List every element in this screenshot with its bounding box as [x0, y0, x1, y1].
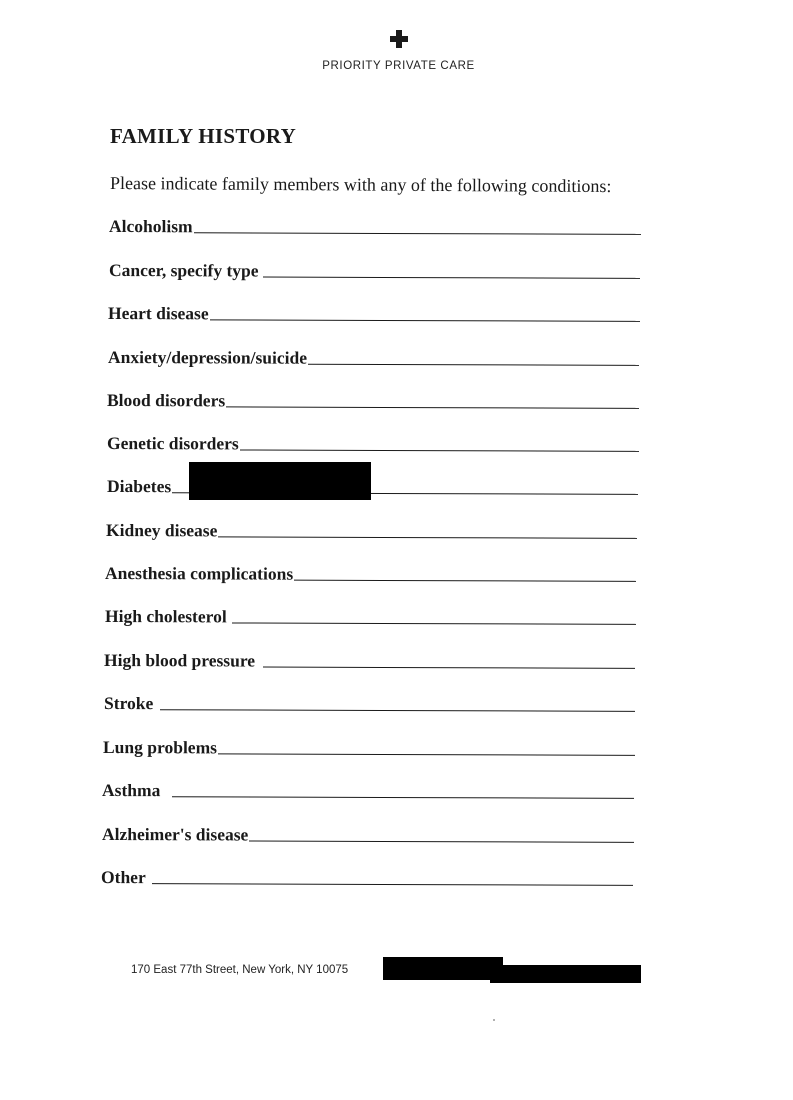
condition-row-asthma[interactable]	[102, 780, 634, 802]
redaction-block	[490, 965, 641, 983]
answer-line[interactable]	[210, 318, 640, 322]
footer-address: 170 East 77th Street, New York, NY 10075	[131, 964, 349, 976]
condition-row-kidney-disease[interactable]	[106, 520, 637, 542]
condition-label: Lung problems	[103, 737, 218, 758]
answer-line[interactable]	[218, 752, 635, 755]
condition-label: Anesthesia complications	[105, 563, 294, 584]
condition-row-other[interactable]	[101, 867, 633, 889]
condition-row-alzheimers[interactable]	[102, 824, 634, 846]
answer-line[interactable]	[160, 708, 635, 712]
condition-label: High cholesterol	[105, 606, 227, 627]
condition-label: Heart disease	[108, 303, 209, 324]
redaction-block	[189, 462, 371, 500]
scan-speck	[493, 1019, 495, 1021]
condition-label: High blood pressure	[104, 650, 256, 671]
answer-line[interactable]	[263, 666, 635, 669]
page-title: FAMILY HISTORY	[110, 124, 297, 148]
answer-line[interactable]	[232, 621, 636, 624]
answer-line[interactable]	[152, 882, 633, 886]
condition-label: Stroke	[104, 693, 154, 714]
instructions-text: Please indicate family members with any of the following conditions:	[109, 173, 612, 197]
answer-line[interactable]	[218, 535, 637, 538]
answer-line[interactable]	[308, 363, 639, 366]
condition-label: Alzheimer's disease	[102, 824, 249, 845]
condition-row-stroke[interactable]	[104, 693, 635, 715]
condition-label: Other	[101, 867, 146, 888]
condition-row-alcoholism[interactable]	[109, 216, 641, 238]
condition-label: Kidney disease	[106, 520, 218, 541]
condition-label: Blood disorders	[107, 390, 226, 411]
condition-label: Genetic disorders	[107, 433, 239, 454]
condition-row-cancer[interactable]	[109, 260, 640, 282]
answer-line[interactable]	[294, 579, 636, 582]
condition-label: Alcoholism	[109, 216, 193, 237]
answer-line[interactable]	[240, 448, 639, 451]
condition-label: Asthma	[102, 780, 161, 801]
condition-row-genetic-disorders[interactable]	[107, 433, 639, 455]
condition-label: Diabetes	[107, 476, 172, 497]
condition-row-diabetes[interactable]	[107, 476, 638, 498]
redaction-block	[383, 957, 503, 980]
answer-line[interactable]	[172, 795, 634, 799]
org-name: PRIORITY PRIVATE CARE	[322, 60, 475, 72]
condition-row-heart-disease[interactable]	[108, 303, 640, 325]
condition-row-anesthesia[interactable]	[105, 563, 636, 585]
condition-label: Cancer, specify type	[109, 260, 259, 281]
answer-line[interactable]	[249, 840, 634, 843]
condition-row-high-blood-pressure[interactable]	[104, 650, 635, 672]
answer-line[interactable]	[226, 405, 639, 408]
condition-label: Anxiety/depression/suicide	[108, 347, 308, 368]
answer-line[interactable]	[194, 231, 641, 235]
condition-row-blood-disorders[interactable]	[107, 390, 639, 412]
condition-row-lung-problems[interactable]	[103, 737, 635, 759]
condition-row-high-cholesterol[interactable]	[105, 606, 636, 628]
answer-line[interactable]	[263, 276, 640, 279]
condition-row-anxiety[interactable]	[108, 347, 639, 369]
